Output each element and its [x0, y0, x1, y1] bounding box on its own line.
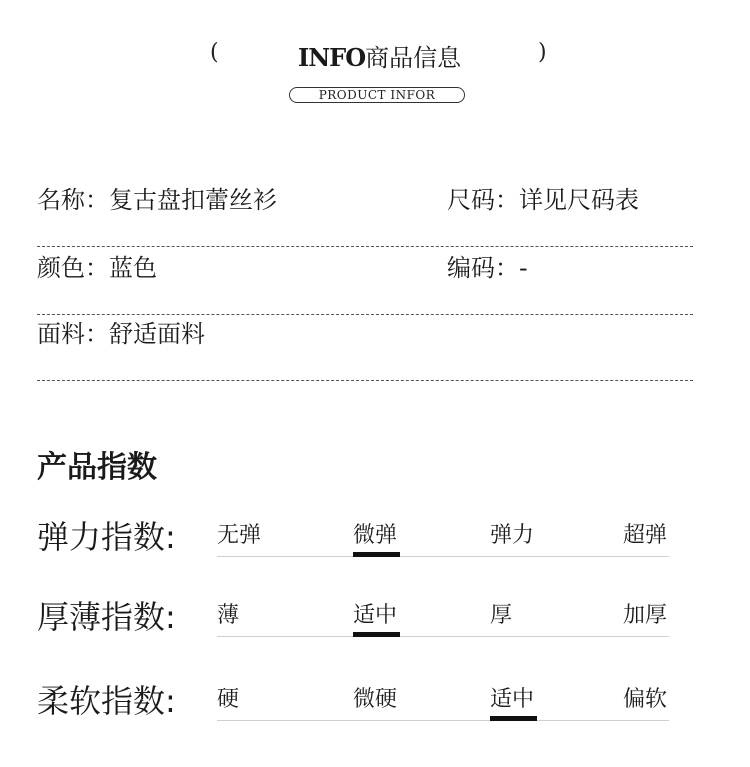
index-option: 硬 — [217, 687, 240, 712]
info-row-name-size — [37, 180, 693, 247]
selected-bar — [353, 552, 400, 557]
product-name: 名称：复古盘扣蕾丝衫 — [37, 186, 277, 214]
index-label: 柔软指数: — [37, 682, 176, 720]
index-row-thickness — [37, 592, 677, 652]
index-scale — [217, 592, 669, 637]
product-fabric: 面料：舒适面料 — [37, 320, 205, 348]
index-option: 超弹 — [623, 523, 668, 548]
index-scale — [217, 676, 669, 721]
index-option: 加厚 — [623, 603, 668, 628]
index-option: 无弹 — [217, 523, 262, 548]
index-option: 微硬 — [353, 687, 398, 712]
index-option: 适中 — [353, 598, 397, 629]
index-option: 偏软 — [623, 687, 668, 712]
section-title: 产品指数 — [37, 450, 157, 485]
title-en: INFO — [298, 43, 366, 72]
index-scale — [217, 512, 669, 557]
product-size: 尺码：详见尺码表 — [447, 186, 639, 214]
info-row-fabric — [37, 314, 693, 381]
title-cn: 商品信息 — [365, 44, 462, 72]
subtitle-pill: PRODUCT INFOR — [289, 87, 465, 103]
selected-bar — [490, 716, 537, 721]
index-row-elasticity — [37, 512, 677, 572]
product-color: 颜色：蓝色 — [37, 254, 157, 282]
index-label: 厚薄指数: — [37, 598, 176, 636]
index-option: 微弹 — [353, 518, 397, 549]
index-label: 弹力指数: — [37, 518, 176, 556]
info-row-color-code — [37, 248, 693, 315]
title-close-paren: ) — [538, 40, 547, 65]
page-title — [298, 38, 461, 73]
index-option: 适中 — [490, 682, 534, 713]
selected-bar — [353, 632, 400, 637]
index-row-softness — [37, 676, 677, 736]
index-option: 弹力 — [490, 523, 535, 548]
product-code: 编码：- — [447, 254, 528, 282]
index-option: 薄 — [217, 603, 240, 628]
title-open-paren: ( — [210, 40, 219, 65]
index-option: 厚 — [490, 603, 513, 628]
header — [0, 0, 750, 110]
